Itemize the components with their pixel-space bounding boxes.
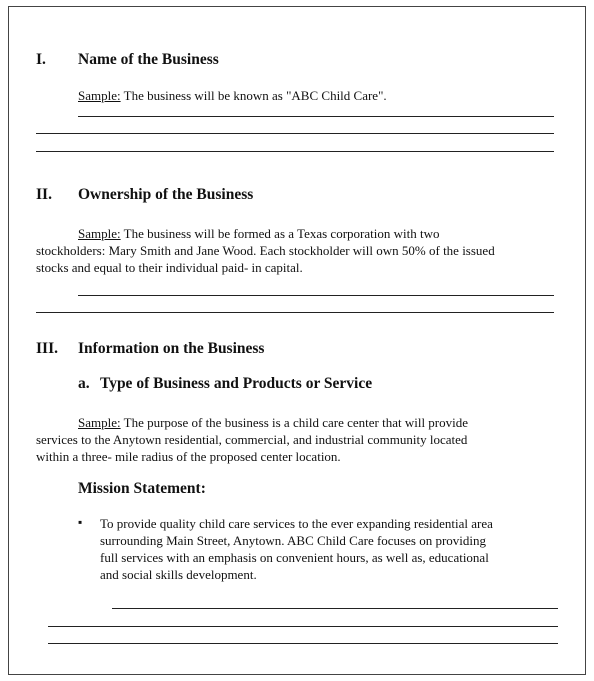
- section-2-sample-line-2: stockholders: Mary Smith and Jane Wood. Each stockholder will own 50% of the issued: [36, 243, 495, 258]
- blank-line: [78, 295, 554, 296]
- sample-text: The purpose of the business is a child care center that will provide: [120, 415, 469, 430]
- blank-line: [36, 151, 554, 152]
- mission-line-2: surrounding Main Street, Anytown. ABC Child Care focuses on providing: [100, 533, 487, 548]
- blank-line: [36, 133, 554, 134]
- sample-text: The business will be formed as a Texas corporation with two: [120, 226, 440, 241]
- section-1-numeral: I.: [36, 51, 46, 68]
- section-2-numeral: II.: [36, 186, 52, 203]
- bullet-icon: ▪: [78, 515, 83, 529]
- sample-text: The business will be known as "ABC Child Care".: [120, 88, 387, 103]
- mission-line-4: and social skills development.: [100, 567, 257, 582]
- sample-label: Sample:: [78, 226, 121, 241]
- section-2-title: Ownership of the Business: [78, 186, 254, 203]
- blank-line: [48, 626, 558, 627]
- mission-statement-title: Mission Statement:: [78, 480, 206, 497]
- section-3-sample-line-3: within a three- mile radius of the proposed center location.: [36, 449, 341, 464]
- section-3-sample-line-2: services to the Anytown residential, commercial, and industrial community located: [36, 432, 468, 447]
- section-2-sample-line-3: stocks and equal to their individual paid- in capital.: [36, 260, 303, 275]
- blank-line: [78, 116, 554, 117]
- blank-line: [48, 643, 558, 644]
- section-3-sample-line-1: [78, 414, 468, 431]
- section-1-sample: [78, 87, 387, 104]
- blank-line: [36, 312, 554, 313]
- section-3-numeral: III.: [36, 340, 58, 357]
- sample-label: Sample:: [78, 88, 121, 103]
- section-2-sample-line-1: [78, 225, 439, 242]
- section-3-title: Information on the Business: [78, 340, 265, 357]
- section-1-title: Name of the Business: [78, 51, 219, 68]
- subsection-a-label: a.: [78, 375, 90, 392]
- mission-line-3: full services with an emphasis on convenient hours, as well as, educational: [100, 550, 489, 565]
- blank-line: [112, 608, 558, 609]
- subsection-a-title: Type of Business and Products or Service: [100, 375, 373, 392]
- mission-line-1: To provide quality child care services to the ever expanding residential area: [100, 516, 493, 531]
- sample-label: Sample:: [78, 415, 121, 430]
